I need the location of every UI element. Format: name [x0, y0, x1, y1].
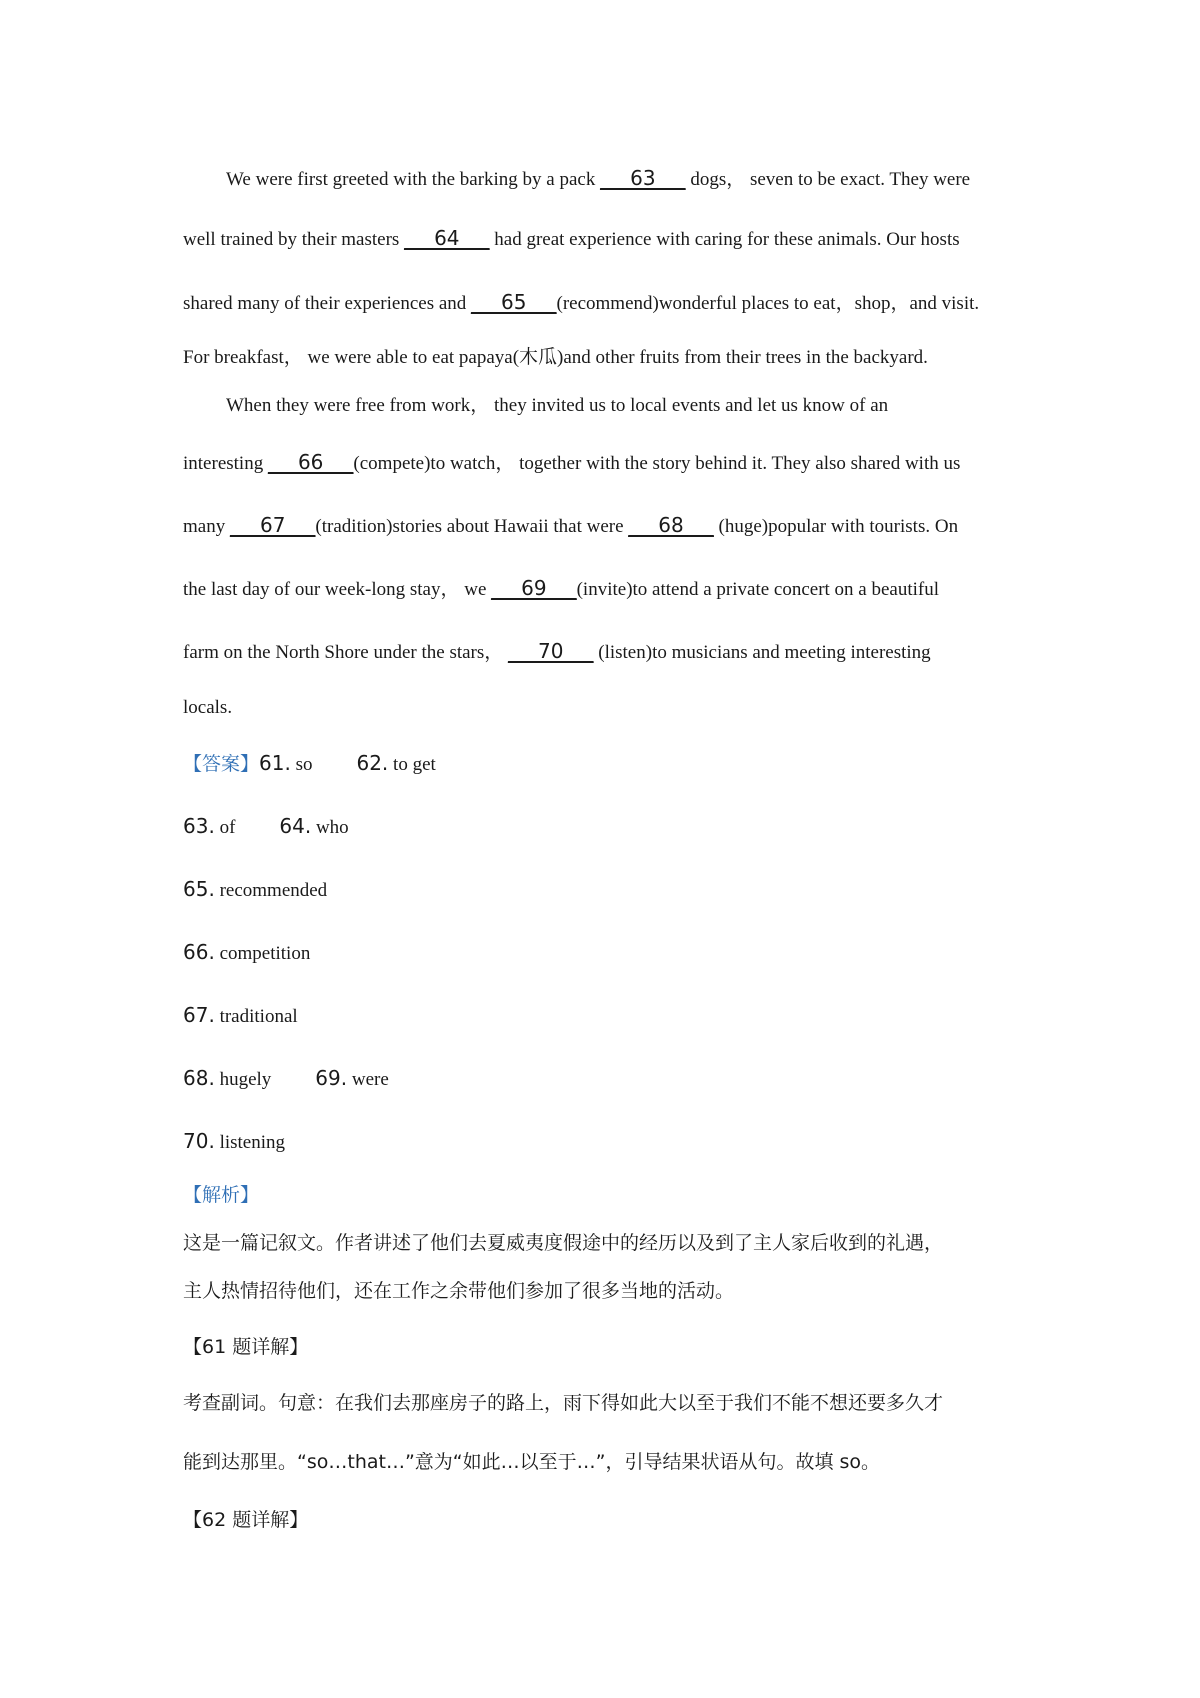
text: (invite)to attend a private concert on a beautiful [576, 579, 940, 600]
q62-heading: 【62 题详解】 [183, 1509, 309, 1531]
blank-67: ___67___ [229, 513, 316, 537]
text: well trained by their masters [183, 229, 405, 250]
analysis-line: 这是一篇记叙文。作者讲述了他们去夏威夷度假途中的经历以及到了主人家后收到的礼遇， [183, 1232, 944, 1254]
answer-number: 70. [183, 1129, 215, 1153]
answer-line [183, 1066, 389, 1092]
blank-64: ___64___ [404, 226, 490, 250]
passage-line [183, 576, 939, 602]
answer-line [183, 1129, 285, 1155]
answer-text: competition [214, 943, 311, 964]
blank-63: ___63___ [600, 166, 686, 190]
text: dogs， seven to be exact. They were [685, 169, 971, 190]
text: interesting [183, 453, 268, 474]
answer-text: hugely [214, 1069, 272, 1090]
text: (recommend)wonderful places to eat，shop，and visit. [556, 293, 980, 314]
blank-66: ___66___ [267, 450, 354, 474]
passage-line [226, 166, 970, 192]
answer-number: 68. [183, 1066, 215, 1090]
answer-number: 67. [183, 1003, 215, 1027]
text: We were first greeted with the barking by a pack [226, 169, 601, 190]
text: farm on the North Shore under the stars， [183, 642, 509, 663]
analysis-line: 主人热情招待他们，还在工作之余带他们参加了很多当地的活动。 [183, 1280, 735, 1302]
answer-text: recommended [214, 880, 328, 901]
text: (compete)to watch， together with the story behind it. They also shared with us [353, 453, 961, 474]
answer-line [183, 1003, 298, 1029]
answer-line [183, 814, 349, 840]
answer-text: to get [388, 754, 436, 775]
q61-line: 能到达那里。“so…that…”意为“如此…以至于…”，引导结果状语从句。故填 so。 [183, 1451, 881, 1473]
passage-line [183, 450, 960, 476]
q61-heading: 【61 题详解】 [183, 1336, 309, 1358]
passage-line [183, 290, 979, 316]
analysis-label: 【解析】 [183, 1184, 260, 1206]
answer-number: 64. [279, 814, 312, 838]
text: had great experience with caring for these animals. Our hosts [489, 229, 960, 250]
passage-line [183, 639, 931, 665]
answer-number: 66. [183, 940, 215, 964]
answer-text: so [290, 754, 313, 775]
blank-65: ___65___ [471, 290, 557, 314]
passage-line: locals. [183, 697, 233, 718]
blank-70: ___70___ [508, 639, 594, 663]
answer-text: who [311, 817, 349, 838]
answer-number: 62. [356, 751, 389, 775]
q61-line: 考查副词。句意：在我们去那座房子的路上，雨下得如此大以至于我们不能不想还要多久才 [183, 1392, 944, 1414]
blank-68: ___68___ [628, 513, 714, 537]
text: the last day of our week-long stay， we [183, 579, 492, 600]
passage-line [183, 513, 958, 539]
answer-text: were [347, 1069, 389, 1090]
text: many [183, 516, 230, 537]
answer-text: traditional [214, 1006, 298, 1027]
answer-text: listening [214, 1132, 286, 1153]
answer-number: 69. [315, 1066, 348, 1090]
answer-number: 63. [183, 814, 215, 838]
passage-line [183, 226, 960, 252]
answer-number: 61. [259, 751, 291, 775]
answer-text: of [214, 817, 236, 838]
passage-line: For breakfast， we were able to eat papaya(木瓜)and other fruits from their trees in the backyard. [183, 347, 928, 368]
text: (listen)to musicians and meeting interesting [593, 642, 931, 663]
blank-69: ___69___ [491, 576, 577, 600]
passage-line: When they were free from work， they invited us to local events and let us know of an [226, 395, 889, 416]
answer-line [183, 877, 327, 903]
answer-label: 【答案】 [183, 753, 260, 775]
text: (huge)popular with tourists. On [713, 516, 959, 537]
text: shared many of their experiences and [183, 293, 472, 314]
answer-line [183, 940, 310, 966]
answer-number: 65. [183, 877, 215, 901]
text: (tradition)stories about Hawaii that were [315, 516, 629, 537]
answer-line [183, 751, 436, 777]
